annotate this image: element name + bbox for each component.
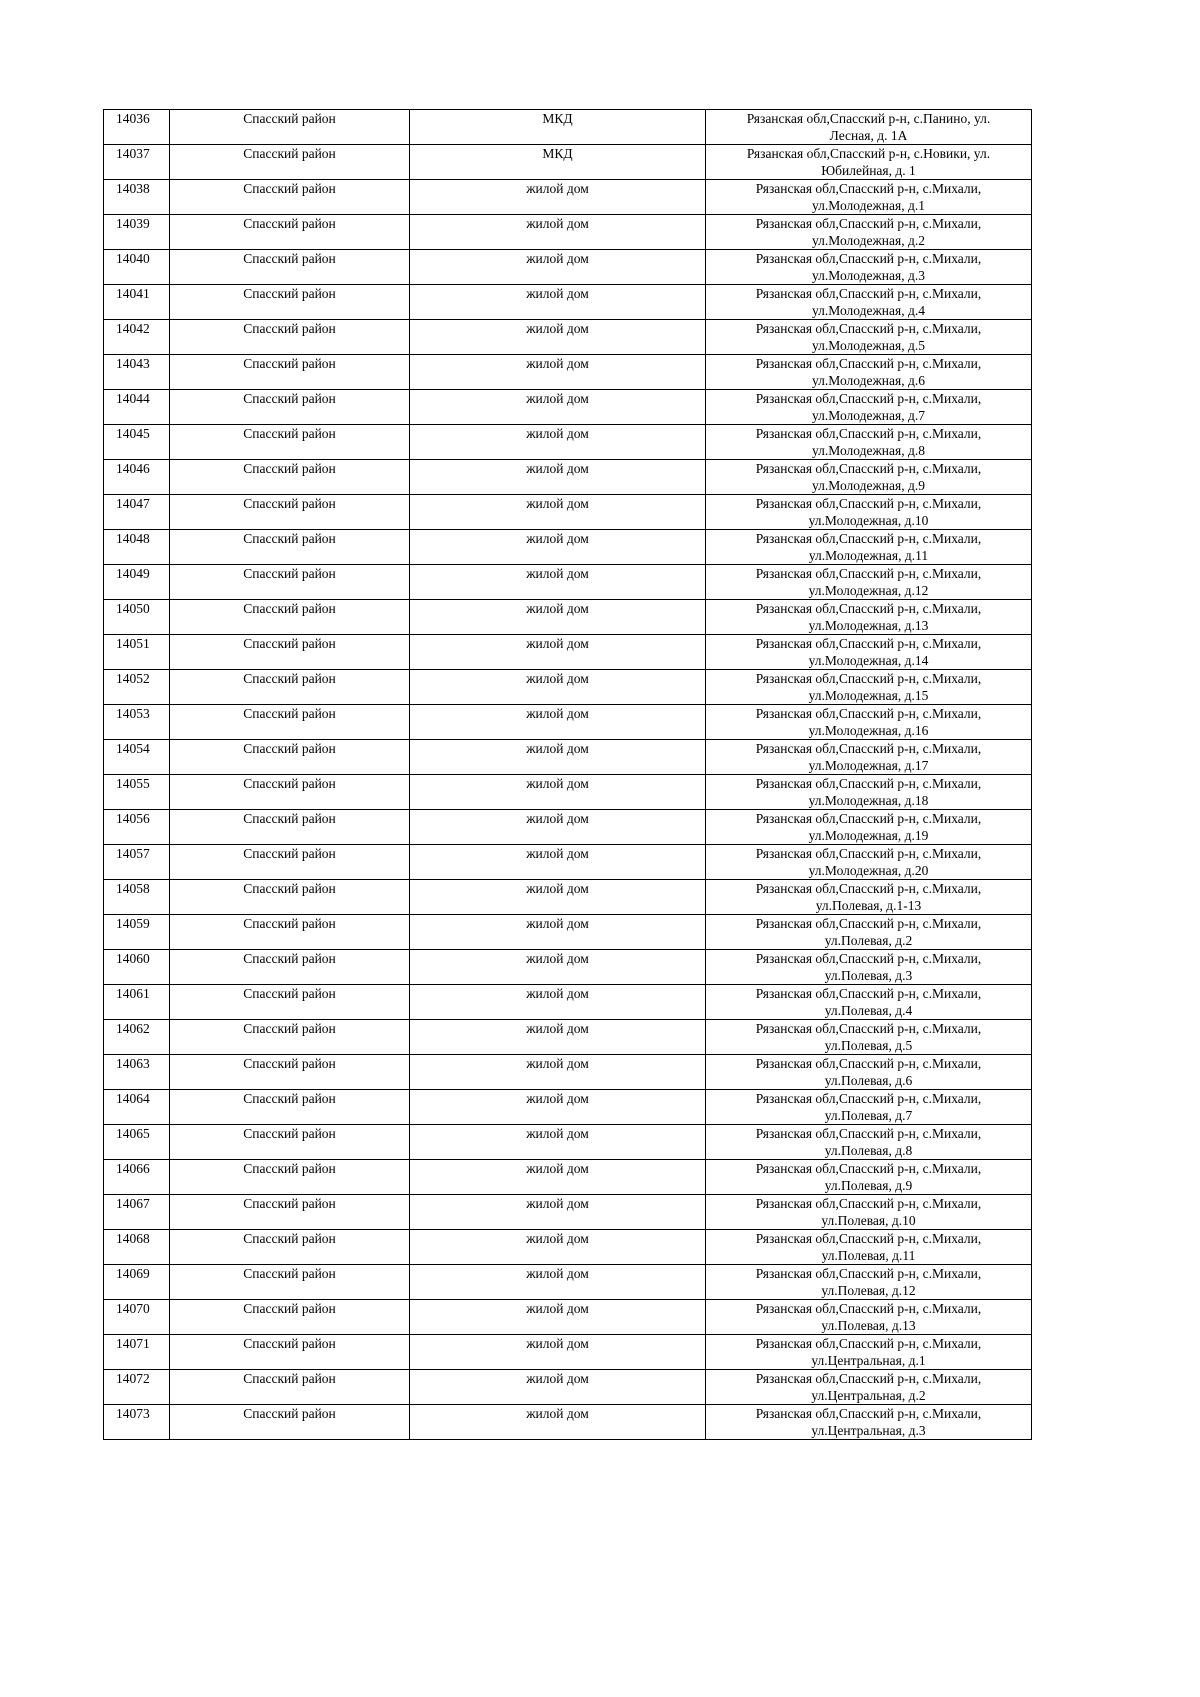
building-type-cell: жилой дом xyxy=(410,1090,706,1125)
district-cell: Спасский район xyxy=(170,1020,410,1055)
address-cell xyxy=(706,1195,1032,1230)
address-line: Рязанская обл,Спасский р-н, с.Михали, xyxy=(755,776,982,791)
building-type-cell: жилой дом xyxy=(410,1265,706,1300)
address-cell xyxy=(706,530,1032,565)
address-line: Рязанская обл,Спасский р-н, с.Михали, xyxy=(755,391,982,406)
district-cell: Спасский район xyxy=(170,530,410,565)
building-type-cell: жилой дом xyxy=(410,530,706,565)
row-id-cell: 14070 xyxy=(104,1300,170,1335)
address-line: ул.Центральная, д.2 xyxy=(811,1388,926,1403)
address-line: Лесная, д. 1А xyxy=(829,128,908,143)
address-cell xyxy=(706,950,1032,985)
row-id-cell: 14059 xyxy=(104,915,170,950)
row-id-cell: 14042 xyxy=(104,320,170,355)
district-cell: Спасский район xyxy=(170,460,410,495)
building-type-cell: жилой дом xyxy=(410,1020,706,1055)
district-cell: Спасский район xyxy=(170,950,410,985)
row-id-cell: 14037 xyxy=(104,145,170,180)
address-line: ул.Полевая, д.3 xyxy=(824,968,913,983)
address-line: Рязанская обл,Спасский р-н, с.Михали, xyxy=(755,1336,982,1351)
building-type-cell: жилой дом xyxy=(410,670,706,705)
row-id-cell: 14052 xyxy=(104,670,170,705)
table-row xyxy=(104,1230,1032,1265)
district-cell: Спасский район xyxy=(170,180,410,215)
table-row xyxy=(104,1055,1032,1090)
address-line: ул.Молодежная, д.4 xyxy=(812,303,925,318)
address-cell xyxy=(706,600,1032,635)
address-line: ул.Молодежная, д.3 xyxy=(812,268,925,283)
address-cell xyxy=(706,635,1032,670)
building-type-cell: жилой дом xyxy=(410,880,706,915)
table-row xyxy=(104,1020,1032,1055)
table-row xyxy=(104,845,1032,880)
row-id-cell: 14068 xyxy=(104,1230,170,1265)
address-line: Рязанская обл,Спасский р-н, с.Михали, xyxy=(755,531,982,546)
building-type-cell: жилой дом xyxy=(410,985,706,1020)
address-line: Рязанская обл,Спасский р-н, с.Новики, ул. xyxy=(746,146,991,161)
address-line: ул.Молодежная, д.15 xyxy=(808,688,929,703)
row-id-cell: 14044 xyxy=(104,390,170,425)
building-type-cell: жилой дом xyxy=(410,1405,706,1440)
address-line: ул.Полевая, д.7 xyxy=(824,1108,913,1123)
district-cell: Спасский район xyxy=(170,145,410,180)
building-type-cell: жилой дом xyxy=(410,845,706,880)
address-cell xyxy=(706,180,1032,215)
row-id-cell: 14043 xyxy=(104,355,170,390)
address-line: Рязанская обл,Спасский р-н, с.Михали, xyxy=(755,1056,982,1071)
row-id-cell: 14064 xyxy=(104,1090,170,1125)
address-line: Рязанская обл,Спасский р-н, с.Михали, xyxy=(755,1231,982,1246)
district-cell: Спасский район xyxy=(170,635,410,670)
address-line: ул.Полевая, д.9 xyxy=(824,1178,913,1193)
address-line: ул.Молодежная, д.6 xyxy=(812,373,925,388)
district-cell: Спасский район xyxy=(170,670,410,705)
table-row xyxy=(104,1195,1032,1230)
building-type-cell: жилой дом xyxy=(410,320,706,355)
address-line: Рязанская обл,Спасский р-н, с.Михали, xyxy=(755,216,982,231)
address-line: Рязанская обл,Спасский р-н, с.Михали, xyxy=(755,1196,982,1211)
address-line: Рязанская обл,Спасский р-н, с.Михали, xyxy=(755,426,982,441)
building-type-cell: жилой дом xyxy=(410,1055,706,1090)
address-cell xyxy=(706,425,1032,460)
address-cell xyxy=(706,285,1032,320)
address-line: Рязанская обл,Спасский р-н, с.Михали, xyxy=(755,811,982,826)
address-line: Рязанская обл,Спасский р-н, с.Михали, xyxy=(755,356,982,371)
table-row xyxy=(104,1160,1032,1195)
district-cell: Спасский район xyxy=(170,1195,410,1230)
address-line: ул.Молодежная, д.20 xyxy=(808,863,929,878)
table-row xyxy=(104,775,1032,810)
address-cell xyxy=(706,320,1032,355)
district-cell: Спасский район xyxy=(170,600,410,635)
building-type-cell: жилой дом xyxy=(410,1230,706,1265)
table-row xyxy=(104,250,1032,285)
address-line: ул.Молодежная, д.7 xyxy=(812,408,925,423)
address-line: Юбилейная, д. 1 xyxy=(821,163,916,178)
table-row xyxy=(104,460,1032,495)
address-cell xyxy=(706,250,1032,285)
address-line: ул.Полевая, д.5 xyxy=(824,1038,913,1053)
address-line: Рязанская обл,Спасский р-н, с.Михали, xyxy=(755,181,982,196)
district-cell: Спасский район xyxy=(170,1335,410,1370)
table-row xyxy=(104,635,1032,670)
row-id-cell: 14061 xyxy=(104,985,170,1020)
district-cell: Спасский район xyxy=(170,1300,410,1335)
address-line: ул.Полевая, д.11 xyxy=(821,1248,916,1263)
building-type-cell: жилой дом xyxy=(410,1370,706,1405)
address-line: Рязанская обл,Спасский р-н, с.Михали, xyxy=(755,461,982,476)
address-line: ул.Молодежная, д.1 xyxy=(812,198,925,213)
district-cell: Спасский район xyxy=(170,1055,410,1090)
table-row xyxy=(104,355,1032,390)
table-row xyxy=(104,950,1032,985)
address-line: ул.Молодежная, д.5 xyxy=(812,338,925,353)
address-line: Рязанская обл,Спасский р-н, с.Михали, xyxy=(755,881,982,896)
row-id-cell: 14072 xyxy=(104,1370,170,1405)
address-line: Рязанская обл,Спасский р-н, с.Михали, xyxy=(755,951,982,966)
address-line: ул.Полевая, д.13 xyxy=(821,1318,916,1333)
table-row xyxy=(104,215,1032,250)
row-id-cell: 14058 xyxy=(104,880,170,915)
row-id-cell: 14045 xyxy=(104,425,170,460)
address-line: ул.Молодежная, д.9 xyxy=(812,478,925,493)
district-cell: Спасский район xyxy=(170,1090,410,1125)
district-cell: Спасский район xyxy=(170,495,410,530)
address-cell xyxy=(706,880,1032,915)
building-type-cell: жилой дом xyxy=(410,495,706,530)
building-type-cell: жилой дом xyxy=(410,355,706,390)
district-cell: Спасский район xyxy=(170,215,410,250)
address-line: Рязанская обл,Спасский р-н, с.Михали, xyxy=(755,1301,982,1316)
address-cell xyxy=(706,1090,1032,1125)
table-row xyxy=(104,285,1032,320)
row-id-cell: 14039 xyxy=(104,215,170,250)
address-cell xyxy=(706,915,1032,950)
address-cell xyxy=(706,1020,1032,1055)
address-cell xyxy=(706,985,1032,1020)
building-type-cell: жилой дом xyxy=(410,1160,706,1195)
address-line: Рязанская обл,Спасский р-н, с.Михали, xyxy=(755,671,982,686)
building-type-cell: МКД xyxy=(410,145,706,180)
row-id-cell: 14056 xyxy=(104,810,170,845)
address-cell xyxy=(706,740,1032,775)
building-type-cell: жилой дом xyxy=(410,215,706,250)
building-type-cell: жилой дом xyxy=(410,180,706,215)
address-line: ул.Молодежная, д.16 xyxy=(808,723,929,738)
address-line: ул.Молодежная, д.17 xyxy=(808,758,929,773)
address-line: ул.Молодежная, д.12 xyxy=(808,583,929,598)
address-cell xyxy=(706,705,1032,740)
address-cell xyxy=(706,565,1032,600)
building-type-cell: жилой дом xyxy=(410,425,706,460)
building-type-cell: жилой дом xyxy=(410,460,706,495)
table-row xyxy=(104,495,1032,530)
district-cell: Спасский район xyxy=(170,1370,410,1405)
building-type-cell: жилой дом xyxy=(410,740,706,775)
district-cell: Спасский район xyxy=(170,355,410,390)
table-row xyxy=(104,880,1032,915)
district-cell: Спасский район xyxy=(170,915,410,950)
building-type-cell: жилой дом xyxy=(410,1335,706,1370)
table-row xyxy=(104,1405,1032,1440)
address-line: ул.Полевая, д.4 xyxy=(824,1003,913,1018)
row-id-cell: 14071 xyxy=(104,1335,170,1370)
address-line: Рязанская обл,Спасский р-н, с.Михали, xyxy=(755,636,982,651)
row-id-cell: 14046 xyxy=(104,460,170,495)
row-id-cell: 14049 xyxy=(104,565,170,600)
row-id-cell: 14062 xyxy=(104,1020,170,1055)
address-cell xyxy=(706,1265,1032,1300)
row-id-cell: 14038 xyxy=(104,180,170,215)
table-row xyxy=(104,1370,1032,1405)
district-cell: Спасский район xyxy=(170,810,410,845)
address-line: ул.Молодежная, д.19 xyxy=(808,828,929,843)
table-row xyxy=(104,705,1032,740)
building-type-cell: жилой дом xyxy=(410,1125,706,1160)
address-line: Рязанская обл,Спасский р-н, с.Михали, xyxy=(755,566,982,581)
address-line: Рязанская обл,Спасский р-н, с.Панино, ул. xyxy=(746,111,991,126)
building-type-cell: жилой дом xyxy=(410,705,706,740)
row-id-cell: 14063 xyxy=(104,1055,170,1090)
building-type-cell: жилой дом xyxy=(410,565,706,600)
building-type-cell: жилой дом xyxy=(410,600,706,635)
address-cell xyxy=(706,775,1032,810)
building-type-cell: жилой дом xyxy=(410,285,706,320)
row-id-cell: 14041 xyxy=(104,285,170,320)
table-row xyxy=(104,390,1032,425)
address-cell xyxy=(706,845,1032,880)
address-line: Рязанская обл,Спасский р-н, с.Михали, xyxy=(755,286,982,301)
address-cell xyxy=(706,1230,1032,1265)
row-id-cell: 14036 xyxy=(104,110,170,145)
row-id-cell: 14060 xyxy=(104,950,170,985)
address-line: ул.Полевая, д.10 xyxy=(821,1213,916,1228)
building-type-cell: жилой дом xyxy=(410,390,706,425)
address-cell xyxy=(706,670,1032,705)
address-line: ул.Полевая, д.6 xyxy=(824,1073,913,1088)
building-type-cell: жилой дом xyxy=(410,950,706,985)
address-cell xyxy=(706,1300,1032,1335)
row-id-cell: 14069 xyxy=(104,1265,170,1300)
table-row xyxy=(104,110,1032,145)
row-id-cell: 14067 xyxy=(104,1195,170,1230)
table-row xyxy=(104,1090,1032,1125)
address-line: Рязанская обл,Спасский р-н, с.Михали, xyxy=(755,1371,982,1386)
address-cell xyxy=(706,215,1032,250)
row-id-cell: 14040 xyxy=(104,250,170,285)
address-line: Рязанская обл,Спасский р-н, с.Михали, xyxy=(755,601,982,616)
table-row xyxy=(104,320,1032,355)
row-id-cell: 14053 xyxy=(104,705,170,740)
address-cell xyxy=(706,390,1032,425)
district-cell: Спасский район xyxy=(170,1160,410,1195)
address-cell xyxy=(706,1125,1032,1160)
district-cell: Спасский район xyxy=(170,250,410,285)
building-type-cell: МКД xyxy=(410,110,706,145)
building-type-cell: жилой дом xyxy=(410,1300,706,1335)
district-cell: Спасский район xyxy=(170,110,410,145)
address-line: Рязанская обл,Спасский р-н, с.Михали, xyxy=(755,321,982,336)
address-line: Рязанская обл,Спасский р-н, с.Михали, xyxy=(755,1266,982,1281)
table-row xyxy=(104,1125,1032,1160)
district-cell: Спасский район xyxy=(170,985,410,1020)
address-cell xyxy=(706,495,1032,530)
address-line: ул.Центральная, д.1 xyxy=(811,1353,926,1368)
address-cell xyxy=(706,1405,1032,1440)
row-id-cell: 14066 xyxy=(104,1160,170,1195)
district-cell: Спасский район xyxy=(170,740,410,775)
building-type-cell: жилой дом xyxy=(410,1195,706,1230)
building-type-cell: жилой дом xyxy=(410,775,706,810)
building-type-cell: жилой дом xyxy=(410,250,706,285)
address-line: Рязанская обл,Спасский р-н, с.Михали, xyxy=(755,251,982,266)
district-cell: Спасский район xyxy=(170,775,410,810)
address-line: Рязанская обл,Спасский р-н, с.Михали, xyxy=(755,1091,982,1106)
address-line: Рязанская обл,Спасский р-н, с.Михали, xyxy=(755,706,982,721)
address-cell xyxy=(706,110,1032,145)
address-line: ул.Полевая, д.2 xyxy=(824,933,913,948)
address-cell xyxy=(706,460,1032,495)
address-line: Рязанская обл,Спасский р-н, с.Михали, xyxy=(755,916,982,931)
table-body xyxy=(104,110,1032,1440)
address-line: ул.Молодежная, д.2 xyxy=(812,233,925,248)
address-line: ул.Молодежная, д.14 xyxy=(808,653,929,668)
address-line: Рязанская обл,Спасский р-н, с.Михали, xyxy=(755,986,982,1001)
address-line: ул.Центральная, д.3 xyxy=(811,1423,926,1438)
district-cell: Спасский район xyxy=(170,705,410,740)
table-row xyxy=(104,425,1032,460)
table-row xyxy=(104,740,1032,775)
building-type-cell: жилой дом xyxy=(410,915,706,950)
address-line: ул.Полевая, д.12 xyxy=(821,1283,916,1298)
table-row xyxy=(104,565,1032,600)
row-id-cell: 14057 xyxy=(104,845,170,880)
row-id-cell: 14048 xyxy=(104,530,170,565)
address-line: ул.Полевая, д.1-13 xyxy=(815,898,922,913)
row-id-cell: 14055 xyxy=(104,775,170,810)
row-id-cell: 14050 xyxy=(104,600,170,635)
district-cell: Спасский район xyxy=(170,1405,410,1440)
row-id-cell: 14065 xyxy=(104,1125,170,1160)
address-cell xyxy=(706,145,1032,180)
address-line: ул.Молодежная, д.8 xyxy=(812,443,925,458)
row-id-cell: 14054 xyxy=(104,740,170,775)
table-row xyxy=(104,915,1032,950)
district-cell: Спасский район xyxy=(170,390,410,425)
district-cell: Спасский район xyxy=(170,1125,410,1160)
address-line: Рязанская обл,Спасский р-н, с.Михали, xyxy=(755,741,982,756)
table-row xyxy=(104,145,1032,180)
district-cell: Спасский район xyxy=(170,320,410,355)
address-line: ул.Молодежная, д.11 xyxy=(808,548,929,563)
row-id-cell: 14047 xyxy=(104,495,170,530)
table-row xyxy=(104,1300,1032,1335)
row-id-cell: 14051 xyxy=(104,635,170,670)
table-row xyxy=(104,670,1032,705)
address-cell xyxy=(706,355,1032,390)
address-line: Рязанская обл,Спасский р-н, с.Михали, xyxy=(755,496,982,511)
address-line: Рязанская обл,Спасский р-н, с.Михали, xyxy=(755,846,982,861)
address-line: Рязанская обл,Спасский р-н, с.Михали, xyxy=(755,1161,982,1176)
table-row xyxy=(104,1265,1032,1300)
district-cell: Спасский район xyxy=(170,1265,410,1300)
address-cell xyxy=(706,1055,1032,1090)
table-row xyxy=(104,985,1032,1020)
district-cell: Спасский район xyxy=(170,880,410,915)
address-line: Рязанская обл,Спасский р-н, с.Михали, xyxy=(755,1406,982,1421)
address-line: ул.Полевая, д.8 xyxy=(824,1143,913,1158)
address-line: Рязанская обл,Спасский р-н, с.Михали, xyxy=(755,1126,982,1141)
row-id-cell: 14073 xyxy=(104,1405,170,1440)
address-cell xyxy=(706,1335,1032,1370)
building-type-cell: жилой дом xyxy=(410,635,706,670)
address-line: ул.Молодежная, д.13 xyxy=(808,618,929,633)
address-line: ул.Молодежная, д.18 xyxy=(808,793,929,808)
address-cell xyxy=(706,810,1032,845)
district-cell: Спасский район xyxy=(170,1230,410,1265)
address-line: Рязанская обл,Спасский р-н, с.Михали, xyxy=(755,1021,982,1036)
housing-table xyxy=(103,109,1032,1440)
table-row xyxy=(104,180,1032,215)
building-type-cell: жилой дом xyxy=(410,810,706,845)
table-row xyxy=(104,810,1032,845)
district-cell: Спасский район xyxy=(170,425,410,460)
address-cell xyxy=(706,1160,1032,1195)
district-cell: Спасский район xyxy=(170,845,410,880)
table-row xyxy=(104,1335,1032,1370)
address-line: ул.Молодежная, д.10 xyxy=(808,513,929,528)
district-cell: Спасский район xyxy=(170,565,410,600)
address-cell xyxy=(706,1370,1032,1405)
district-cell: Спасский район xyxy=(170,285,410,320)
table-row xyxy=(104,530,1032,565)
table-row xyxy=(104,600,1032,635)
